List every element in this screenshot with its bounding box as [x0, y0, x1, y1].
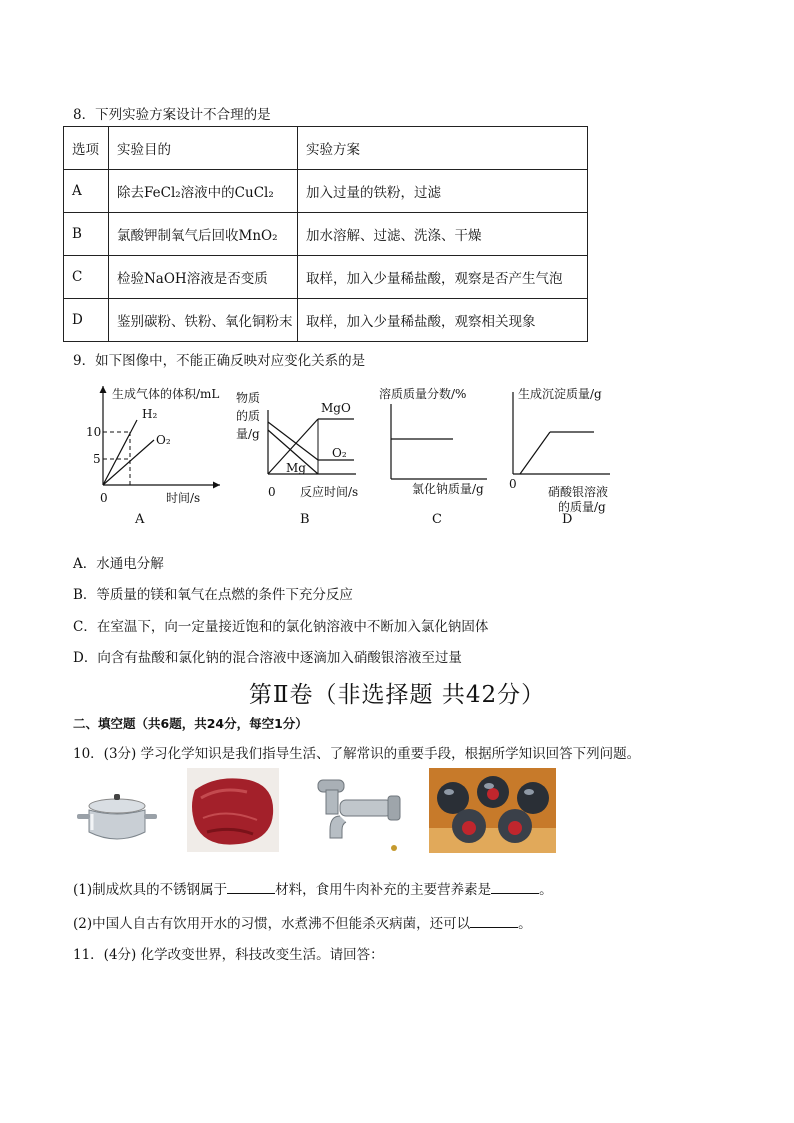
graph-a-origin: 0 [100, 491, 108, 505]
graph-d [500, 378, 640, 528]
graph-c-ylabel: 溶质质量分数/% [379, 387, 467, 401]
tick-10: 10 [86, 425, 102, 439]
row-option: C [64, 256, 109, 299]
o2-label: O₂ [156, 433, 171, 447]
row-option: D [64, 299, 109, 342]
mg-label: Mg [286, 461, 306, 475]
q9-choice-c: C．在室温下，向一定量接近饱和的氯化钠溶液中不断加入氯化钠固体 [73, 619, 489, 635]
graph-a-caption: A [135, 512, 145, 527]
part2-title: 第Ⅱ卷（非选择题 共42分） [248, 682, 546, 708]
graph-b-ylabel-2: 的质 [236, 409, 261, 423]
graph-d-caption: D [562, 512, 573, 527]
row-option: A [64, 170, 109, 213]
graph-a [80, 378, 230, 528]
graph-b-xlabel: 反应时间/s [300, 485, 359, 499]
liquor-jars-image [429, 768, 556, 853]
q10-part1-text-b: 材料，食用牛肉补充的主要营养素是 [275, 882, 492, 898]
q10-part2-text-a: (2)中国人自古有饮用开水的习惯，水煮沸不但能杀灭病菌，还可以 [73, 916, 471, 932]
stainless-pot-image [74, 788, 160, 848]
row-goal: 除去FeCl₂溶液中的CuCl₂ [109, 170, 298, 213]
q10-part1-text-c: 。 [539, 882, 553, 898]
row-plan: 加水溶解、过滤、洗涤、干燥 [298, 213, 588, 256]
graph-a-ylabel: 生成气体的体积/mL [112, 387, 220, 401]
graph-c-xlabel: 氯化钠质量/g [412, 482, 484, 496]
q11-stem: 11．(4分) 化学改变世界，科技改变生活。请回答： [73, 947, 384, 963]
table-row [64, 213, 588, 256]
precipitate-rise [520, 432, 550, 474]
graph-d-origin: 0 [509, 477, 517, 491]
row-goal: 检验NaOH溶液是否变质 [109, 256, 298, 299]
graph-b-ylabel-3: 量/g [236, 427, 260, 441]
graph-b [232, 378, 367, 528]
q10-part2 [73, 912, 532, 932]
graph-c [375, 378, 505, 528]
graph-d-ylabel: 生成沉淀质量/g [518, 387, 602, 401]
graph-b-ylabel-1: 物质 [236, 391, 261, 405]
row-goal: 鉴别碳粉、铁粉、氧化铜粉末 [109, 299, 298, 342]
row-plan: 取样，加入少量稀盐酸，观察是否产生气泡 [298, 256, 588, 299]
o2-line [103, 440, 154, 485]
mgo-label: MgO [321, 401, 351, 415]
table-row [64, 170, 588, 213]
row-plan: 加入过量的铁粉，过滤 [298, 170, 588, 213]
table-header-row [64, 127, 588, 170]
h2-label: H₂ [142, 407, 158, 421]
q9-choice-a: A．水通电分解 [73, 556, 164, 572]
section-heading: 二、填空题（共6题，共24分，每空1分） [73, 716, 308, 731]
q8-stem: 8．下列实验方案设计不合理的是 [73, 107, 271, 123]
row-plan: 取样，加入少量稀盐酸，观察相关现象 [298, 299, 588, 342]
answer-blank-3[interactable] [470, 915, 518, 928]
header-goal: 实验目的 [109, 127, 298, 170]
graph-a-xlabel: 时间/s [166, 491, 201, 505]
graph-b-caption: B [300, 512, 310, 527]
o2-label: O₂ [332, 446, 347, 460]
q9-stem: 9．如下图像中，不能正确反映对应变化关系的是 [73, 353, 366, 369]
q10-part1-text-a: (1)制成炊具的不锈钢属于 [73, 882, 228, 898]
q10-stem: 10．(3分) 学习化学知识是我们指导生活、了解常识的重要手段，根据所学知识回答下列问题。 [73, 746, 641, 762]
graph-d-xlabel-2: 的质量/g [558, 500, 606, 514]
h2-line [103, 420, 137, 485]
q10-part1 [73, 878, 553, 898]
row-goal: 氯酸钾制氧气后回收MnO₂ [109, 213, 298, 256]
header-plan: 实验方案 [298, 127, 588, 170]
answer-blank-1[interactable] [227, 881, 275, 894]
table-row [64, 299, 588, 342]
faucet-image [310, 770, 406, 856]
beef-image [187, 768, 279, 852]
header-option: 选项 [64, 127, 109, 170]
graph-b-origin: 0 [268, 485, 276, 499]
graph-d-xlabel-1: 硝酸银溶液 [548, 485, 609, 499]
q10-part2-text-b: 。 [518, 916, 532, 932]
q8-options-table [63, 126, 588, 342]
graph-c-caption: C [432, 512, 442, 527]
q9-choice-b: B．等质量的镁和氧气在点燃的条件下充分反应 [73, 587, 353, 603]
table-row [64, 256, 588, 299]
answer-blank-2[interactable] [491, 881, 539, 894]
q9-choice-d: D．向含有盐酸和氯化钠的混合溶液中逐滴加入硝酸银溶液至过量 [73, 650, 462, 666]
row-option: B [64, 213, 109, 256]
tick-5: 5 [93, 452, 101, 466]
